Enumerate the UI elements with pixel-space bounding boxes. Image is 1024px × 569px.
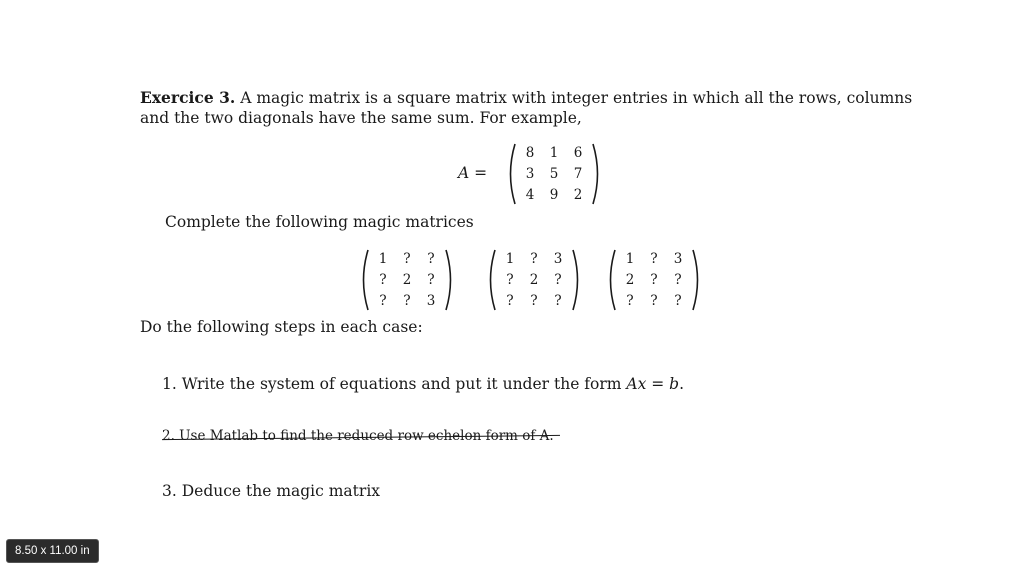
matrix-cell: ? <box>506 272 514 288</box>
page-size-badge[interactable]: 8.50 x 11.00 in <box>6 539 99 563</box>
steps-intro: Do the following steps in each case: <box>140 318 423 336</box>
magic-matrix-3 <box>604 248 704 312</box>
left-paren <box>604 248 618 312</box>
matrix-cell: ? <box>554 272 562 288</box>
matrix-cell: ? <box>403 293 411 309</box>
matrix-cell: 3 <box>426 293 436 309</box>
complete-prompt: Complete the following magic matrices <box>165 213 474 231</box>
magic-matrix-1 <box>357 248 457 312</box>
step-3: 3. Deduce the magic matrix <box>162 482 381 500</box>
matrix-cell: ? <box>403 251 411 267</box>
right-paren <box>590 142 604 206</box>
step-1 <box>162 375 684 393</box>
matrix-cell: ? <box>427 251 435 267</box>
matrix-cell: ? <box>379 272 387 288</box>
matrix-cell: ? <box>530 251 538 267</box>
matrix-cell: ? <box>674 272 682 288</box>
matrix-cell: ? <box>554 293 562 309</box>
matrix-cell: 2 <box>573 187 583 203</box>
step-1-suffix: . <box>679 375 685 393</box>
matrix-grid <box>371 249 443 312</box>
exercise-intro: A magic matrix is a square matrix with integer entries in which all the rows, columns and the two diagonals have the same sum. For example, <box>140 89 913 127</box>
matrix-cell: 8 <box>525 145 535 161</box>
matrix-cell: 2 <box>625 272 635 288</box>
matrix-cell: ? <box>650 272 658 288</box>
left-paren <box>357 248 371 312</box>
magic-matrix-2 <box>484 248 584 312</box>
matrix-cell: 6 <box>573 145 583 161</box>
matrix-cell: ? <box>626 293 634 309</box>
matrix-cell: 2 <box>529 272 539 288</box>
matrix-cell: 7 <box>573 166 583 182</box>
matrix-cell: 1 <box>378 251 388 267</box>
matrix-cell: ? <box>674 293 682 309</box>
matrix-cell: 1 <box>505 251 515 267</box>
matrix-cell: ? <box>379 293 387 309</box>
matrix-cell: ? <box>427 272 435 288</box>
matrix-a <box>504 142 604 206</box>
matrix-cell: 5 <box>549 166 559 182</box>
left-paren <box>484 248 498 312</box>
right-paren <box>570 248 584 312</box>
matrix-cell: ? <box>650 251 658 267</box>
matrix-cell: 4 <box>525 187 535 203</box>
exercise-title: Exercice 3. <box>140 88 236 107</box>
matrix-cell: 1 <box>625 251 635 267</box>
step-1-text: 1. Write the system of equations and put it under the form <box>162 375 627 393</box>
exercise-paragraph <box>140 88 930 128</box>
matrix-cell: 3 <box>553 251 563 267</box>
step-2 <box>162 428 554 444</box>
matrix-cell: ? <box>506 293 514 309</box>
matrix-cell: 1 <box>549 145 559 161</box>
right-paren <box>690 248 704 312</box>
matrix-grid <box>518 143 590 206</box>
right-paren <box>443 248 457 312</box>
matrix-cell: 3 <box>673 251 683 267</box>
matrix-cell: 2 <box>402 272 412 288</box>
left-paren <box>504 142 518 206</box>
matrix-label-a: A = <box>458 164 488 182</box>
matrix-cell: ? <box>530 293 538 309</box>
matrix-grid <box>498 249 570 312</box>
step-1-math: Ax = b <box>626 375 680 393</box>
matrix-cell: 3 <box>525 166 535 182</box>
matrix-cell: ? <box>650 293 658 309</box>
matrix-grid <box>618 249 690 312</box>
magic-matrices-row <box>0 248 1024 312</box>
matrix-cell: 9 <box>549 187 559 203</box>
step-2-struck-text: 2. Use Matlab to find the reduced row echelon form of A. <box>162 428 554 444</box>
